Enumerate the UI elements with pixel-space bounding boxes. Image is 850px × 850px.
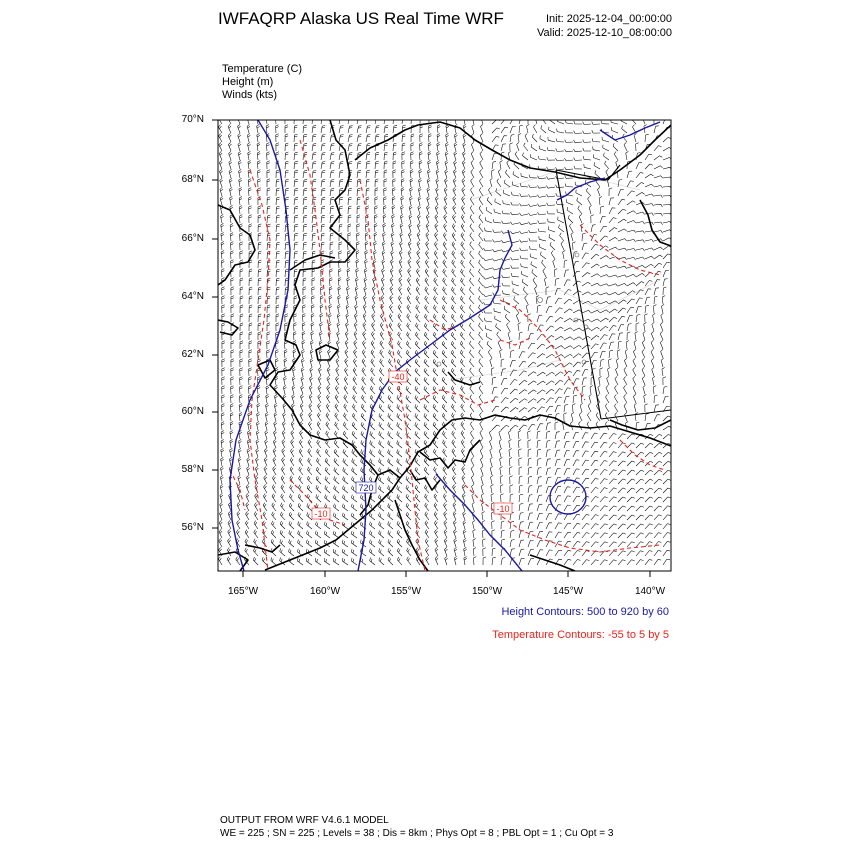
lat-label: 62°N (181, 349, 204, 360)
init-time: Init: 2025-12-04_00:00:00 (546, 13, 672, 25)
lon-label: 160°W (309, 586, 341, 597)
lat-label: 66°N (181, 233, 204, 244)
lat-label: 58°N (181, 464, 204, 475)
variable-winds: Winds (kts) (222, 89, 277, 101)
variable-temperature: Temperature (C) (222, 63, 303, 75)
lat-label: 64°N (181, 291, 204, 302)
contour-labels (312, 371, 512, 519)
lakes (437, 253, 588, 366)
lon-label: 150°W (471, 586, 503, 597)
lat-label: 60°N (181, 406, 204, 417)
map-title: IWFAQRP Alaska US Real Time WRF (218, 9, 504, 28)
height-contour-label: 720 (358, 483, 374, 493)
lon-label: 155°W (390, 586, 422, 597)
lat-label: 68°N (181, 174, 204, 185)
valid-time: Valid: 2025-12-10_08:00:00 (537, 27, 672, 39)
temp-contour-label: -10 (496, 504, 510, 514)
us-canada-border (556, 165, 671, 419)
lon-label: 165°W (227, 586, 259, 597)
lat-label: 56°N (181, 522, 204, 533)
temperature-contour-legend: Temperature Contours: -55 to 5 by 5 (492, 629, 669, 641)
temp-contour-label: -40 (391, 372, 405, 382)
temp-contour-label: -10 (314, 509, 328, 519)
variable-height: Height (m) (222, 76, 274, 88)
model-config-note: WE = 225 ; SN = 225 ; Levels = 38 ; Dis = 8km ; Phys Opt = 8 ; PBL Opt = 1 ; Cu Opt = 3 (220, 828, 614, 839)
lon-label: 140°W (634, 586, 666, 597)
model-output-note: OUTPUT FROM WRF V4.6.1 MODEL (220, 815, 389, 826)
lat-label: 70°N (181, 114, 204, 125)
height-contour-legend: Height Contours: 500 to 920 by 60 (501, 606, 669, 618)
lon-label: 145°W (552, 586, 584, 597)
